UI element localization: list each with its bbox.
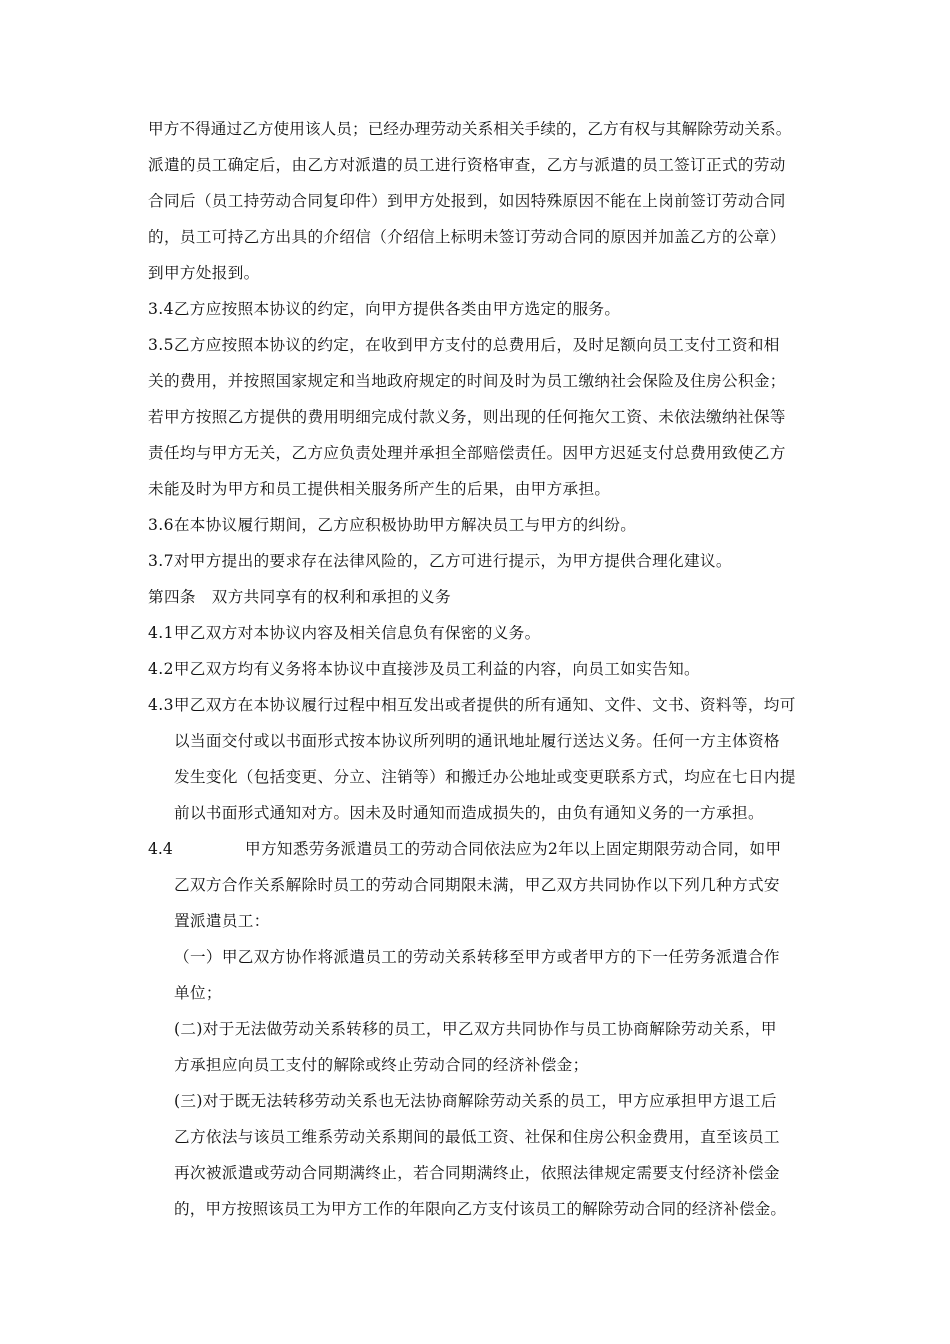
paragraph-line: 乙双方合作关系解除时员工的劳动合同期限未满，甲乙双方共同协作以下列几种方式安 <box>174 876 780 894</box>
clause-4-1: 4.1甲乙双方对本协议内容及相关信息负有保密的义务。 <box>148 624 541 642</box>
list-item-2: (二)对于无法做劳动关系转移的员工，甲乙双方共同协作与员工协商解除劳动关系，甲 <box>174 1020 777 1038</box>
paragraph-line: 关的费用，并按照国家规定和当地政府规定的时间及时为员工缴纳社会保险及住房公积金； <box>148 372 786 390</box>
paragraph-line: 合同后（员工持劳动合同复印件）到甲方处报到，如因特殊原因不能在上岗前签订劳动合同 <box>148 192 786 210</box>
paragraph-line: 责任均与甲方无关，乙方应负责处理并承担全部赔偿责任。因甲方迟延支付总费用致使乙方 <box>148 444 786 462</box>
paragraph-line: 派遣的员工确定后，由乙方对派遣的员工进行资格审查，乙方与派遣的员工签订正式的劳动 <box>148 156 786 174</box>
paragraph-line: 若甲方按照乙方提供的费用明细完成付款义务，则出现的任何拖欠工资、未依法缴纳社保等 <box>148 408 786 426</box>
paragraph-line: 置派遣员工： <box>174 912 270 930</box>
paragraph-line: 的，员工可持乙方出具的介绍信（介绍信上标明未签订劳动合同的原因并加盖乙方的公章） <box>148 228 786 246</box>
clause-4-2: 4.2甲乙双方均有义务将本协议中直接涉及员工利益的内容，向员工如实告知。 <box>148 660 700 678</box>
list-item-1: （一）甲乙双方协作将派遣员工的劳动关系转移至甲方或者甲方的下一任劳务派遣合作 <box>174 948 780 966</box>
paragraph-line: 发生变化（包括变更、分立、注销等）和搬迁办公地址或变更联系方式，均应在七日内提 <box>174 768 796 786</box>
paragraph-line: 乙方依法与该员工维系劳动关系期间的最低工资、社保和住房公积金费用，直至该员工 <box>174 1128 780 1146</box>
clause-4-3: 4.3甲乙双方在本协议履行过程中相互发出或者提供的所有通知、文件、文书、资料等，均可 <box>148 696 796 714</box>
list-item-3: (三)对于既无法转移劳动关系也无法协商解除劳动关系的员工，甲方应承担甲方退工后 <box>174 1092 777 1110</box>
paragraph-line: 到甲方处报到。 <box>148 264 260 282</box>
paragraph-line: 前以书面形式通知对方。因未及时通知而造成损失的，由负有通知义务的一方承担。 <box>174 804 764 822</box>
paragraph-line: 再次被派遣或劳动合同期满终止，若合同期满终止，依照法律规定需要支付经济补偿金 <box>174 1164 780 1182</box>
clause-3-7: 3.7对甲方提出的要求存在法律风险的，乙方可进行提示，为甲方提供合理化建议。 <box>148 552 732 570</box>
clause-3-4: 3.4乙方应按照本协议的约定，向甲方提供各类由甲方选定的服务。 <box>148 300 621 318</box>
clause-3-5: 3.5乙方应按照本协议的约定，在收到甲方支付的总费用后，及时足额向员工支付工资和相 <box>148 336 780 354</box>
paragraph-line: 的，甲方按照该员工为甲方工作的年限向乙方支付该员工的解除劳动合同的经济补偿金。 <box>174 1200 787 1218</box>
clause-4-4: 甲方知悉劳务派遣员工的劳动合同依法应为2年以上固定期限劳动合同，如甲 <box>245 840 782 858</box>
clause-3-6: 3.6在本协议履行期间，乙方应积极协助甲方解决员工与甲方的纠纷。 <box>148 516 637 534</box>
paragraph-line: 单位； <box>174 984 222 1002</box>
clause-4-4-number: 4.4 <box>148 840 173 858</box>
paragraph-line: 方承担应向员工支付的解除或终止劳动合同的经济补偿金； <box>174 1056 589 1074</box>
paragraph-line: 未能及时为甲方和员工提供相关服务所产生的后果，由甲方承担。 <box>148 480 611 498</box>
article-4-heading: 第四条 双方共同享有的权利和承担的义务 <box>148 588 451 606</box>
paragraph-line: 甲方不得通过乙方使用该人员；已经办理劳动关系相关手续的，乙方有权与其解除劳动关系。 <box>148 120 792 138</box>
paragraph-line: 以当面交付或以书面形式按本协议所列明的通讯地址履行送达义务。任何一方主体资格 <box>174 732 780 750</box>
